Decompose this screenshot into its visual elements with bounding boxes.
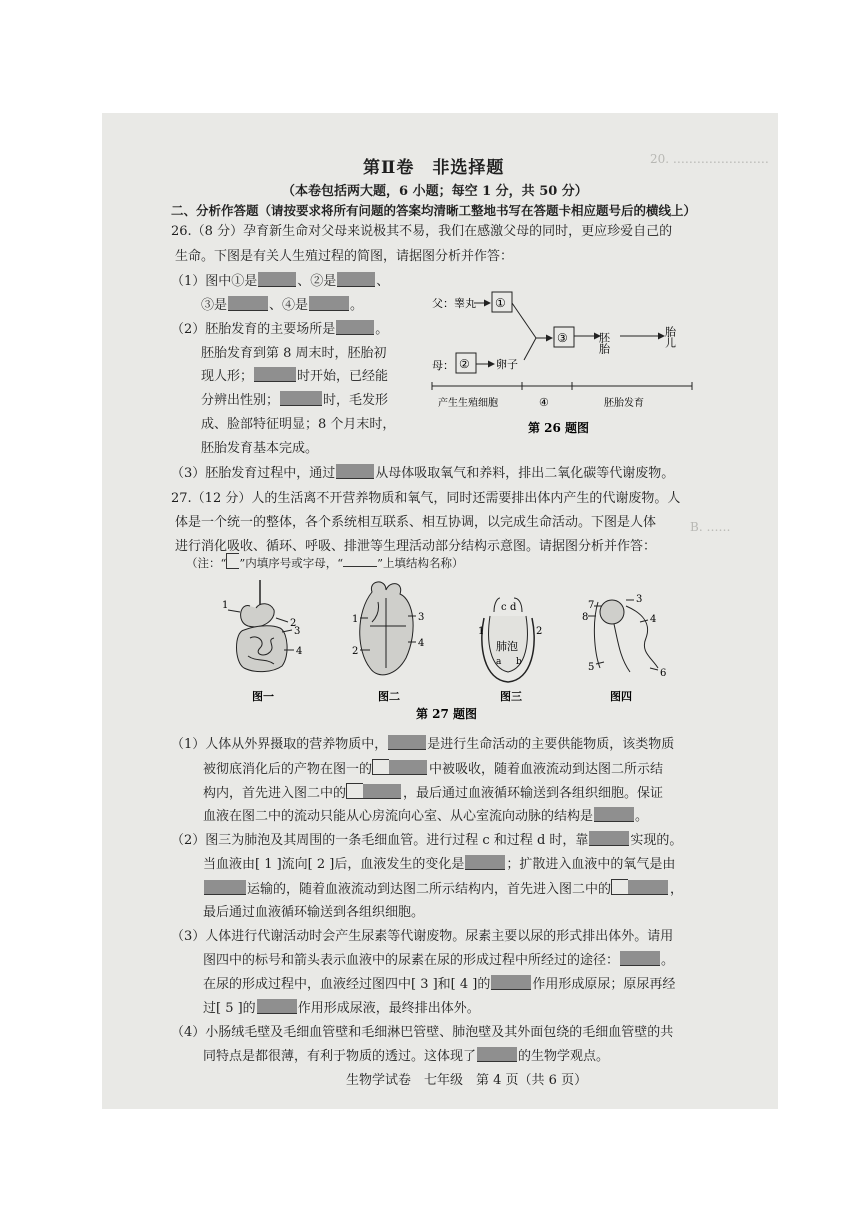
answer-blank[interactable] <box>258 272 296 287</box>
heart-diagram <box>352 582 424 703</box>
segment-label: ④ <box>539 396 549 409</box>
q26-part1-line1 <box>171 272 389 292</box>
q27-line1: 27.（12 分）人的生活离不开营养物质和氧气，同时还需要排出体内产生的代谢废物。人 <box>171 491 681 506</box>
label: 1 <box>222 600 229 611</box>
q27-part2-line1 <box>171 831 682 851</box>
label: 7 <box>588 600 595 611</box>
q27-part2-line3 <box>203 879 683 900</box>
text: （3）胚胎发育过程中，通过 <box>171 466 336 481</box>
q27-part3-line1: （3）人体进行代谢活动时会产生尿素等代谢废物。尿素主要以尿的形式排出体外。请用 <box>171 929 674 944</box>
q26-part1-line2 <box>201 296 363 316</box>
text: 时开始，已经能 <box>297 369 389 384</box>
digestive-system-diagram <box>222 580 302 703</box>
q27-line3: 进行消化吸收、循环、呼吸、排泄等生理活动部分结构示意图。请据图分析并作答： <box>175 539 657 554</box>
answer-blank[interactable] <box>257 999 297 1014</box>
text: ③是 <box>201 298 228 313</box>
text: 。 <box>635 809 649 824</box>
q27-part3-line4 <box>203 999 480 1019</box>
label: a <box>496 657 502 667</box>
text: ；扩散进入血液中的氧气是由 <box>506 857 676 872</box>
section-title: 第Ⅱ卷 非选择题 <box>363 158 505 178</box>
box-1-label: ① <box>495 296 506 310</box>
answer-blank[interactable] <box>254 367 296 382</box>
text: ，最后通过血液循环输送到各组织细胞。保证 <box>403 786 664 801</box>
q27-part2-line2 <box>203 855 675 875</box>
text: 当血液由[ 1 ]流向[ 2 ]后，血液发生的变化是 <box>203 857 465 872</box>
text: 被彻底消化后的产物在图一的 <box>203 762 373 777</box>
label: 6 <box>660 668 667 679</box>
answer-blank[interactable] <box>589 831 629 846</box>
page-footer: 生物学试卷 七年级 第 4 页（共 6 页） <box>346 1073 588 1088</box>
figure-caption: 第 26 题图 <box>528 421 590 435</box>
figure-label: 图一 <box>252 690 274 703</box>
q26-part2-line5: 成、脸部特征明显；8 个月末时， <box>201 417 396 432</box>
part-heading: 二、分析作答题（请按要求将所有问题的答案均清晰工整地书写在答题卡相应题号后的横线上） <box>171 203 697 218</box>
label: 3 <box>636 594 643 605</box>
q27-figures <box>200 572 670 722</box>
fetus-label: 胎儿 <box>663 326 677 348</box>
label: 5 <box>588 662 595 673</box>
label: 2 <box>352 646 359 657</box>
text: ”内填序号或字母，“ <box>239 556 344 570</box>
answer-blank[interactable] <box>309 296 349 311</box>
label: c <box>501 602 507 613</box>
text: （1）人体从外界摄取的营养物质中， <box>171 737 388 752</box>
answer-blank[interactable] <box>620 951 660 966</box>
text: 现人形； <box>201 369 254 384</box>
label: b <box>516 657 522 667</box>
label: 3 <box>418 612 425 623</box>
text: ”上填结构名称） <box>377 556 464 570</box>
q27-part1-line2 <box>203 759 663 780</box>
q27-note <box>186 553 464 573</box>
text: 实现的。 <box>630 833 683 848</box>
text: 、 <box>376 274 390 289</box>
box-2-label: ② <box>459 357 470 371</box>
answer-blank[interactable] <box>594 807 634 822</box>
number-bracket[interactable] <box>372 759 389 775</box>
text: 时，毛发形 <box>323 393 389 408</box>
segment-label: 产生生殖细胞 <box>438 398 498 409</box>
flow-line <box>524 338 536 360</box>
segment-label: 胚胎发育 <box>604 398 644 409</box>
q26-part2-line4 <box>201 391 388 411</box>
text: （注：“ <box>186 556 227 570</box>
q27-part1-line1 <box>171 735 674 755</box>
label: 2 <box>536 626 543 637</box>
figure-label: 图二 <box>378 690 400 703</box>
answer-blank[interactable] <box>337 272 375 287</box>
bleed-right-mid: B. …… <box>690 520 731 534</box>
embryo-label: 胚胎 <box>597 332 611 354</box>
underline <box>343 566 377 567</box>
section-subtitle: （本卷包括两大题，6 小题；每空 1 分，共 50 分） <box>282 184 588 199</box>
q27-part3-line3 <box>203 975 675 995</box>
label: d <box>510 602 517 613</box>
answer-blank[interactable] <box>363 784 401 799</box>
egg-label: 卵子 <box>496 358 518 371</box>
text: 图四中的标号和箭头表示血液中的尿素在尿的形成过程中所经过的途径： <box>203 953 620 968</box>
answer-blank[interactable] <box>204 880 246 895</box>
answer-blank[interactable] <box>628 880 668 895</box>
text: 是进行生命活动的主要供能物质，该类物质 <box>427 737 675 752</box>
answer-blank[interactable] <box>491 975 531 990</box>
mother-label: 母： <box>432 359 454 372</box>
text: 血液在图二中的流动只能从心房流向心室、从心室流向动脉的结构是 <box>203 809 594 824</box>
figure-label: 图四 <box>610 690 632 703</box>
q26-part2-line2: 胚胎发育到第 8 周末时，胚胎初 <box>201 346 387 361</box>
label: 1 <box>352 614 359 625</box>
q26-line1: 26.（8 分）孕育新生命对父母来说极其不易，我们在感激父母的同时，更应珍爱自己的 <box>171 224 673 239</box>
answer-blank[interactable] <box>465 855 505 870</box>
text: 中被吸收，随着血液流动到达图二所示结 <box>429 762 664 777</box>
label: 1 <box>478 626 485 637</box>
q27-part1-line4 <box>203 807 648 827</box>
text: 运输的，随着血液流动到达图二所示结构内，首先进入图二中的 <box>247 882 612 897</box>
text: 同特点是都很薄，有利于物质的透过。这体现了 <box>203 1049 477 1064</box>
text: 的生物学观点。 <box>518 1049 610 1064</box>
nephron-diagram <box>582 594 666 703</box>
text: 分辨出性别； <box>201 393 280 408</box>
text: 。 <box>375 322 389 337</box>
box-3-label: ③ <box>557 331 568 345</box>
number-bracket[interactable] <box>611 879 628 895</box>
q26-part2-line1 <box>171 320 388 340</box>
q26-part2-line6: 胚胎发育基本完成。 <box>201 441 319 456</box>
q26-part3 <box>171 464 674 484</box>
text: 过[ 5 ]的 <box>203 1001 256 1016</box>
label: 4 <box>650 614 657 625</box>
text: 。 <box>350 298 364 313</box>
answer-blank[interactable] <box>477 1047 517 1062</box>
q27-part1-line3 <box>203 783 663 804</box>
text: 在尿的形成过程中，血液经过图四中[ 3 ]和[ 4 ]的 <box>203 977 491 992</box>
q26-part2-line3 <box>201 367 388 387</box>
alveolus-label: 肺泡 <box>496 640 518 653</box>
text: （2）图三为肺泡及其周围的一条毛细血管。进行过程 c 和过程 d 时，靠 <box>171 833 589 848</box>
answer-blank[interactable] <box>280 391 322 406</box>
text: 作用形成原尿；原尿再经 <box>532 977 676 992</box>
bleed-right-top: 20. …………………… <box>650 152 769 166</box>
label: 4 <box>418 638 425 649</box>
label: 8 <box>582 612 589 623</box>
q27-part4-line2 <box>203 1047 609 1067</box>
q27-part3-line2 <box>203 951 674 971</box>
text: 。 <box>661 953 675 968</box>
text: （1）图中①是 <box>171 274 258 289</box>
label: 3 <box>294 626 301 637</box>
q27-part2-line4: 最后通过血液循环输送到各组织细胞。 <box>203 905 425 920</box>
flow-line <box>512 303 536 338</box>
answer-blank[interactable] <box>388 735 426 750</box>
text: 、④是 <box>269 298 309 313</box>
father-label: 父：睾丸 <box>432 297 476 310</box>
q27-line2: 体是一个统一的整体，各个系统相互联系、相互协调，以完成生命活动。下图是人体 <box>175 515 657 530</box>
answer-blank[interactable] <box>336 464 374 479</box>
text: 构内，首先进入图二中的 <box>203 786 347 801</box>
text: ， <box>670 882 684 897</box>
label: 4 <box>296 646 303 657</box>
answer-blank[interactable] <box>389 760 427 775</box>
figure-label: 图三 <box>500 690 522 703</box>
text: 从母体吸取氧气和养料，排出二氧化碳等代谢废物。 <box>375 466 675 481</box>
text: 、②是 <box>297 274 337 289</box>
label: 2 <box>290 618 297 629</box>
number-bracket[interactable] <box>346 783 363 799</box>
q26-line2: 生命。下图是有关人生殖过程的简图，请据图分析并作答： <box>175 249 514 264</box>
figure-caption: 第 27 题图 <box>416 707 478 721</box>
answer-blank[interactable] <box>336 320 374 335</box>
q26-reproduction-diagram <box>424 280 704 436</box>
q27-part4-line1: （4）小肠绒毛壁及毛细血管壁和毛细淋巴管壁、肺泡壁及其外面包绕的毛细血管壁的共 <box>171 1025 674 1040</box>
text: （2）胚胎发育的主要场所是 <box>171 322 336 337</box>
alveolus-diagram <box>478 598 542 703</box>
number-bracket <box>226 553 239 569</box>
answer-blank[interactable] <box>228 296 268 311</box>
text: 作用形成尿液，最终排出体外。 <box>297 1001 480 1016</box>
